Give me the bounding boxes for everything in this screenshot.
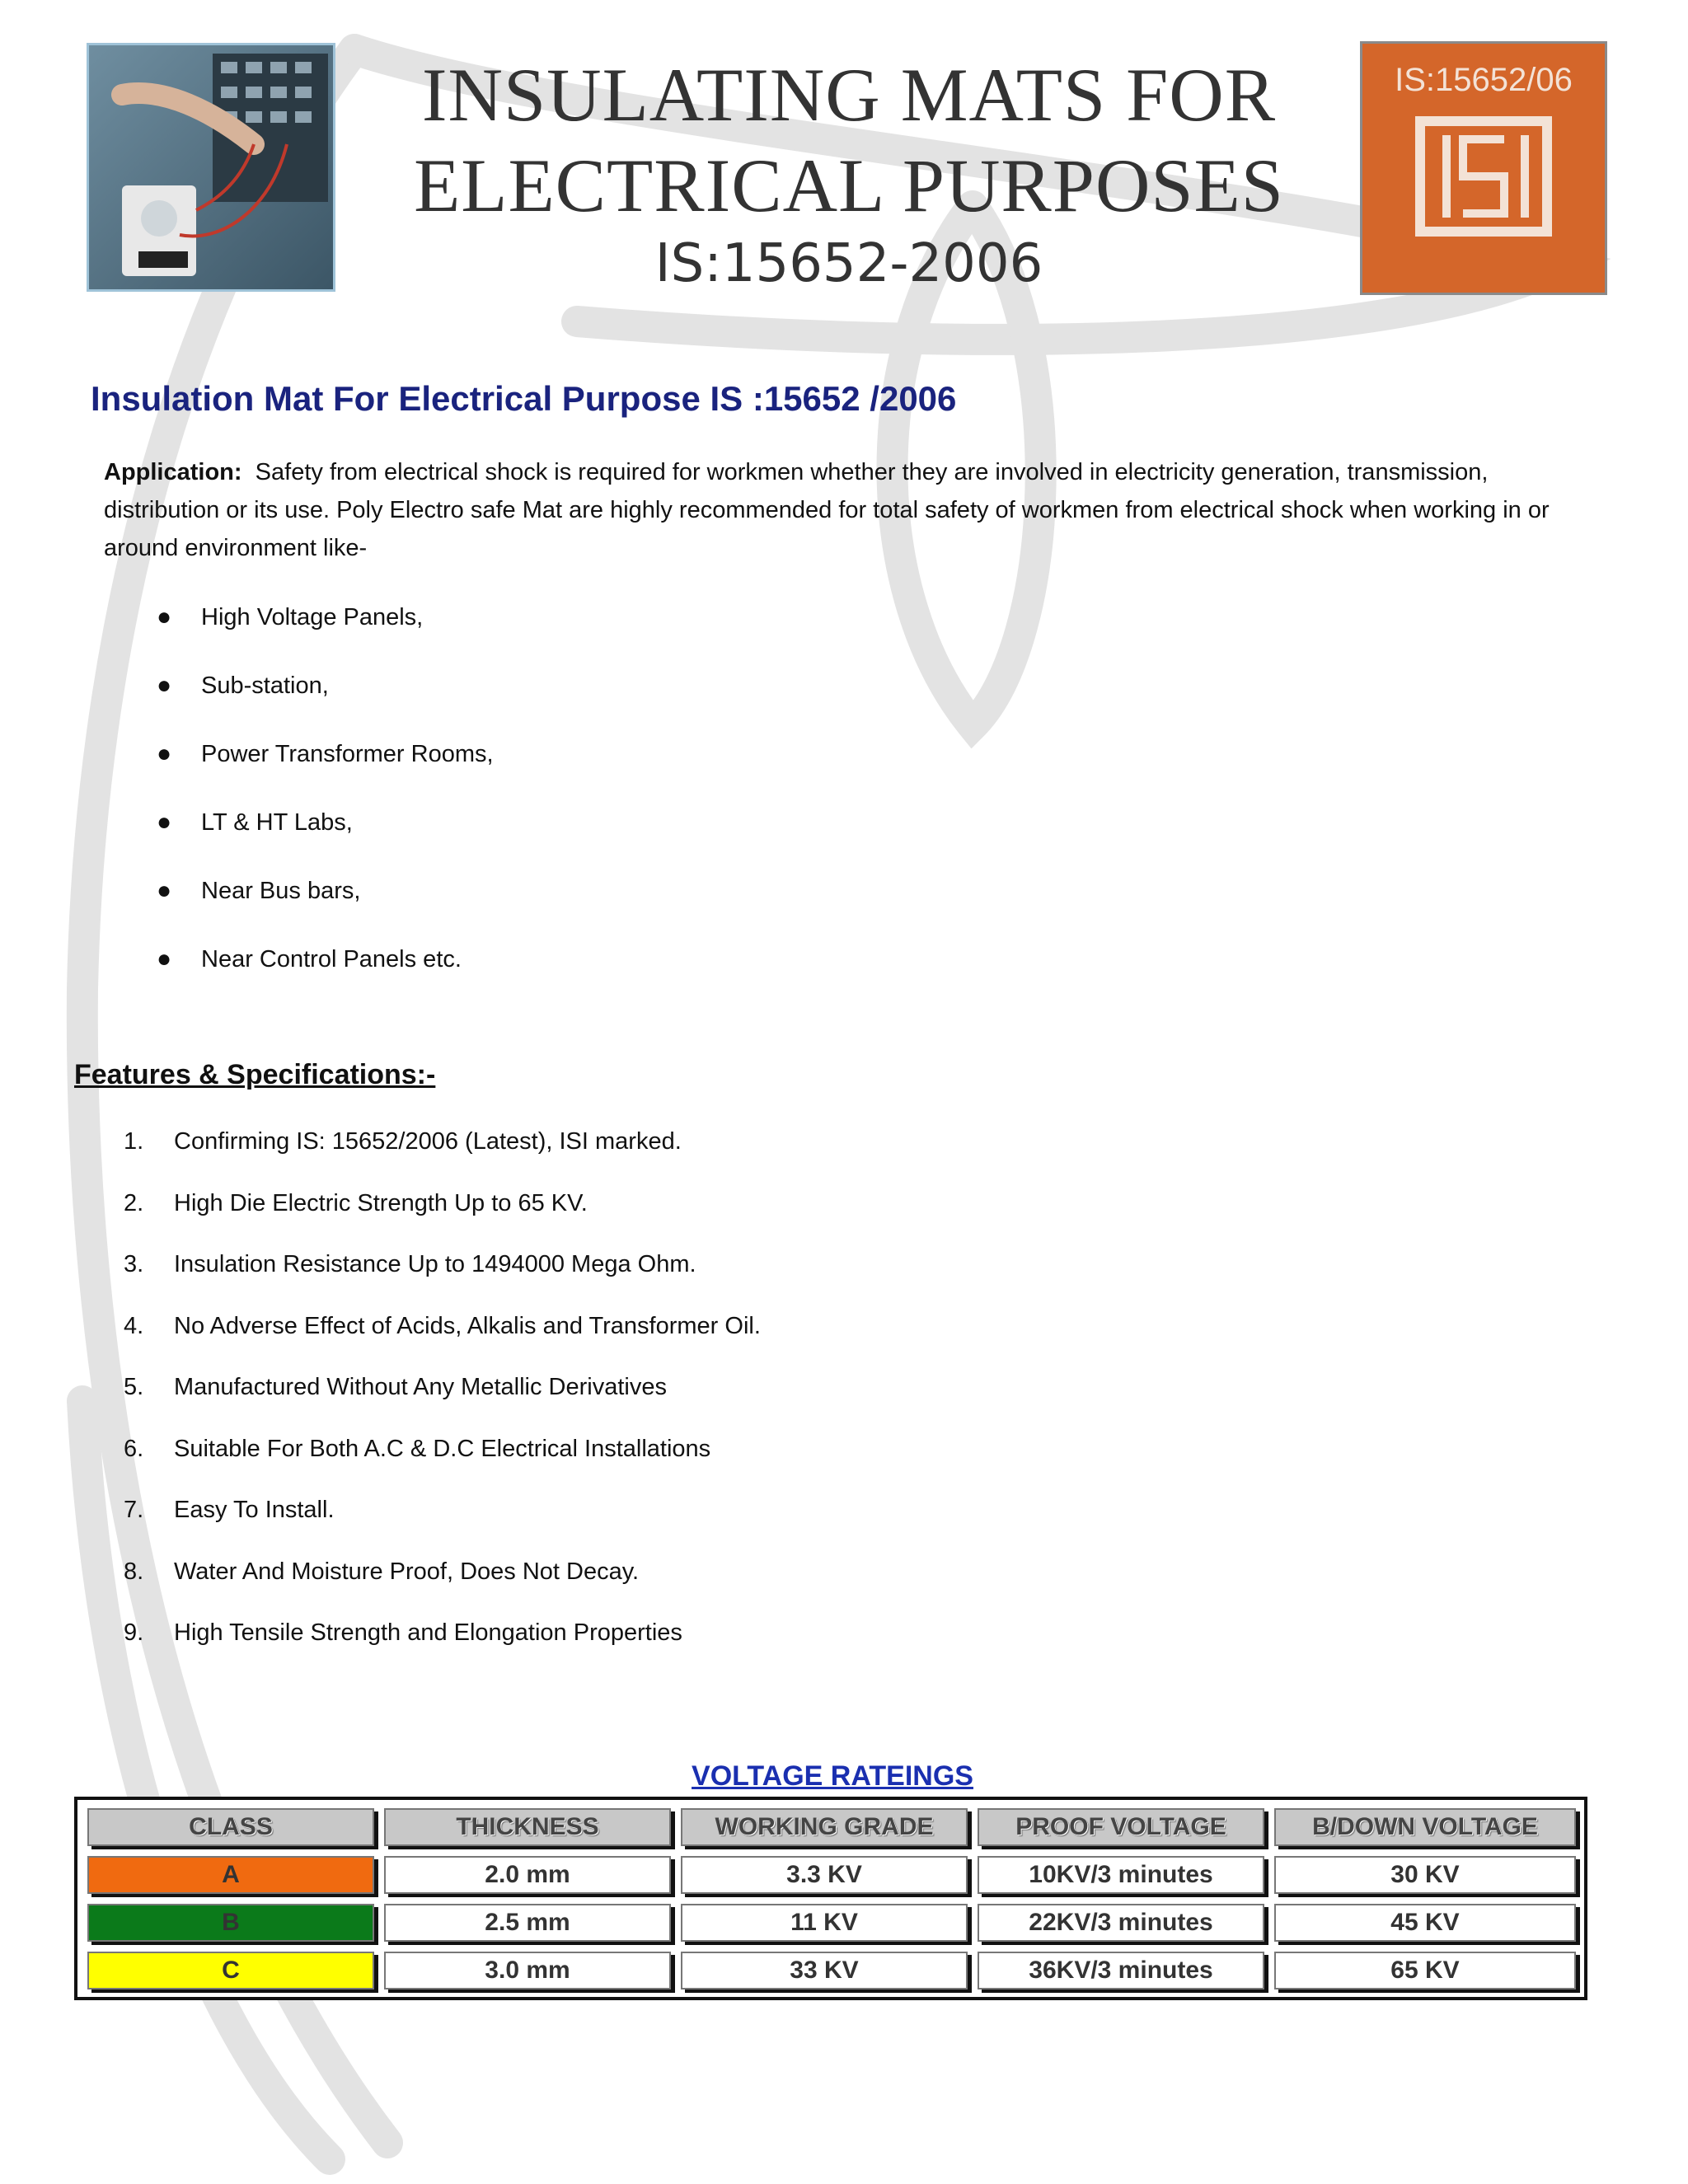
- application-label: Application:: [104, 459, 242, 485]
- title-line-1: INSULATING MATS FOR: [421, 53, 1277, 137]
- electrician-testing-photo: [87, 43, 335, 292]
- standard-number: IS:15652-2006: [654, 233, 1043, 294]
- table-header-class: CLASS: [87, 1808, 374, 1846]
- table-title: VOLTAGE RATEINGS: [692, 1760, 973, 1792]
- feature-item: 9. High Tensile Strength and Elongation Properties: [124, 1619, 682, 1646]
- list-item: ● High Voltage Panels,: [157, 598, 494, 667]
- list-item: ● LT & HT Labs,: [157, 804, 494, 872]
- table-cell: 3.3 KV: [681, 1856, 968, 1894]
- features-list: [124, 1122, 761, 1675]
- table-header-proof-voltage: PROOF VOLTAGE: [978, 1808, 1264, 1846]
- bullet-icon: ●: [157, 877, 172, 904]
- class-cell-a: A: [87, 1856, 374, 1894]
- bullet-icon: ●: [157, 603, 172, 630]
- features-heading: Features & Specifications:-: [74, 1059, 436, 1090]
- feature-item: 5. Manufactured Without Any Metallic Derivatives: [124, 1374, 667, 1400]
- table-cell: 33 KV: [681, 1952, 968, 1990]
- feature-item: 8. Water And Moisture Proof, Does Not Decay.: [124, 1558, 640, 1585]
- table-cell: 65 KV: [1274, 1952, 1576, 1990]
- list-item: ● Near Control Panels etc.: [157, 940, 494, 1009]
- table-cell: 11 KV: [681, 1904, 968, 1942]
- table-cell: 10KV/3 minutes: [978, 1856, 1264, 1894]
- voltage-ratings-table: [74, 1797, 1587, 2000]
- feature-item: 7. Easy To Install.: [124, 1497, 335, 1523]
- section-heading: Insulation Mat For Electrical Purpose IS :15652 /2006: [91, 379, 957, 418]
- bullet-icon: ●: [157, 740, 172, 767]
- table-cell: 36KV/3 minutes: [978, 1952, 1264, 1990]
- list-item: ● Near Bus bars,: [157, 872, 494, 940]
- feature-item: 2. High Die Electric Strength Up to 65 KV.: [124, 1189, 588, 1216]
- table-cell: 30 KV: [1274, 1856, 1576, 1894]
- isi-mark-logo: [1360, 41, 1607, 295]
- table-cell: 3.0 mm: [384, 1952, 671, 1990]
- table-header-thickness: THICKNESS: [384, 1808, 671, 1846]
- isi-mark-icon: [1414, 115, 1554, 238]
- table-header-bdown-voltage: B/DOWN VOLTAGE: [1274, 1808, 1576, 1846]
- bullet-icon: ●: [157, 808, 172, 836]
- application-text: Safety from electrical shock is required for workmen whether they are involved in electricity generation, transmission, distribution or its use. Poly Electro safe Mat are highly recommended for total safety of workmen from electrical shock when working in or around environment like-: [104, 459, 1550, 561]
- bullet-icon: ●: [157, 672, 172, 699]
- class-cell-c: C: [87, 1952, 374, 1990]
- class-cell-b: B: [87, 1904, 374, 1942]
- table-header-working-grade: WORKING GRADE: [681, 1808, 968, 1846]
- bullet-icon: ●: [157, 945, 172, 972]
- table-cell: 2.5 mm: [384, 1904, 671, 1942]
- table-cell: 2.0 mm: [384, 1856, 671, 1894]
- list-item: ● Sub-station,: [157, 667, 494, 735]
- application-paragraph: [104, 453, 1554, 567]
- environment-list: [157, 598, 494, 1009]
- feature-item: 6. Suitable For Both A.C & D.C Electrical Installations: [124, 1435, 711, 1462]
- table-cell: 22KV/3 minutes: [978, 1904, 1264, 1942]
- feature-item: 4. No Adverse Effect of Acids, Alkalis and Transformer Oil.: [124, 1312, 761, 1339]
- title-line-2: ELECTRICAL PURPOSES: [414, 143, 1284, 227]
- table-cell: 45 KV: [1274, 1904, 1576, 1942]
- document-title-block: [346, 49, 1352, 297]
- feature-item: 3. Insulation Resistance Up to 1494000 Mega Ohm.: [124, 1251, 696, 1277]
- list-item: ● Power Transformer Rooms,: [157, 735, 494, 804]
- feature-item: 1. Confirming IS: 15652/2006 (Latest), ISI marked.: [124, 1128, 682, 1155]
- isi-logo-code: IS:15652/06: [1395, 62, 1573, 98]
